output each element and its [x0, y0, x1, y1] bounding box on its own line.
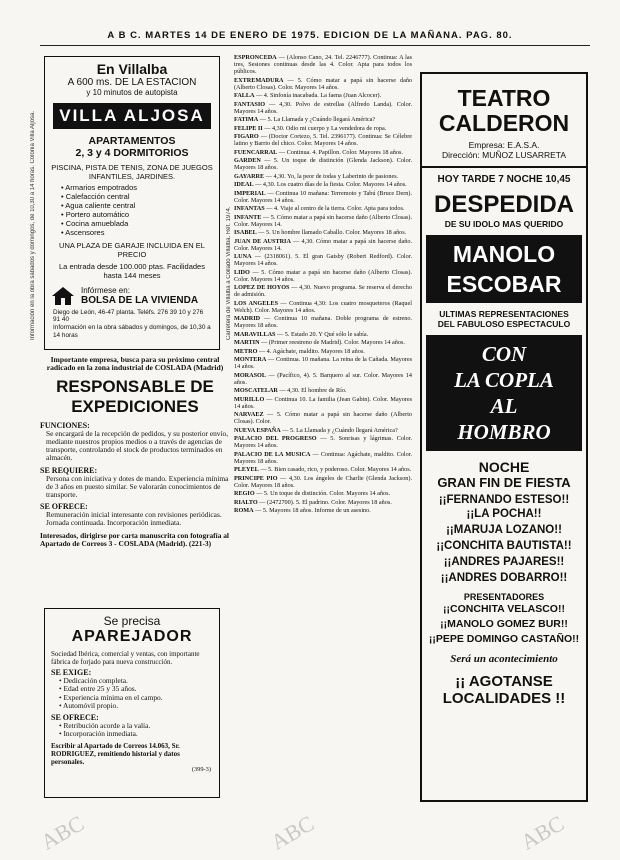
teatro-star-first: MANOLO [426, 235, 582, 269]
teatro-time: HOY TARDE 7 NOCHE 10,45 [437, 173, 571, 185]
cinema-name: MARAVILLAS [234, 330, 276, 338]
exige-item: • Experiencia mínima en el campo. [59, 694, 219, 702]
cinema-details: (2318061). 5. El gran Gatsby (Robert Redford). Color. Mayores 14 años. [234, 253, 412, 267]
cinema-name: LUNA [234, 253, 252, 260]
cinema-listing: FUENCARRAL — Continua. 4. Papillon. Color. Mayores 18 años. [234, 148, 403, 156]
cinema-listing: MARTIN — (Primer reestreno de Madrid). Color. Mayores 14 años. [234, 339, 405, 346]
cinema-details: (2472700). 5. El padrino. Color. Mayores 18 años. [267, 498, 392, 506]
aparejador-title: APAREJADOR [71, 628, 193, 645]
guest-name: ¡¡ANDRES DOBARRO!! [440, 571, 568, 584]
villalba-features [61, 183, 219, 237]
cinema-listing: FALLA — 4. Sinfonía inacabada. La faena (Juan Alcocer). [234, 92, 382, 99]
cinema-name: MURILLO [234, 395, 265, 403]
cinema-listing: FIGARO — (Doctor Cortezo, 5. Tel. 2396177). Continua: Se Célebre latino y Barrio del chico. Color. Mayores 14 años. [234, 133, 412, 147]
cinema-listings [234, 54, 412, 844]
guest-name: ¡¡LA POCHA!! [466, 507, 542, 520]
teatro-name-line2: CALDERON [438, 110, 570, 136]
teatro-noche: NOCHE [478, 458, 530, 475]
aparejador-contact: Escribir al Apartado de Correos 14.063, Sr. RODRIGUEZ, remitiendo historial y datos personales. [51, 742, 180, 767]
cinema-details: 4. Sinfonía inacabada. La faena (Juan Alcocer). [263, 92, 382, 99]
responsable-funciones: Se encargará de la recepción de pedidos, y su posterior envío, mediante nuestros propios medios o a través de agencias de transporte, controlando el stock de productos terminados en almacén. [46, 428, 229, 463]
responsable-title: RESPONSABLE DE EXPEDICIONES [56, 376, 214, 416]
cinema-listing: IDEAL — 4,30. Los cuatro días de la fiesta. Color. Mayores 14 años. [234, 181, 407, 188]
teatro-divider [422, 166, 586, 168]
feature-item: • Portero automático [61, 210, 219, 219]
villalba-hours: Información en la obra sábados y domingos, de 10,30 a 14 horas [53, 324, 211, 339]
teatro-show-title [426, 335, 582, 451]
cinema-name: FUENCARRAL [234, 148, 278, 156]
cinema-name: PLEYEL [234, 466, 259, 473]
cinema-name: INFANTE [234, 213, 262, 221]
cinema-name: IMPERIAL [234, 189, 266, 197]
teatro-calderon-ad [420, 72, 588, 802]
exige-item: • Dedicación completa. [59, 677, 219, 685]
cinema-name: JUAN DE AUSTRIA [234, 237, 291, 245]
cinema-details: 5. Cómo matar a papá sin hacerse daño (Alberto Closas). Color. Mayores 14 años. [234, 76, 412, 91]
exige-item: • Automóvil propio. [59, 702, 219, 710]
responsable-requiere-heading: SE REQUIERE: [40, 465, 98, 475]
cinema-details: 4,30. Nuevo programa. Se reserva el derecho de admisión. [234, 284, 412, 298]
cinema-details: (Doctor Cortezo, 5. Tel. 2396177). Continua: Se Célebre latino y Barrio del chico. Color. Mayores 14 años. [234, 133, 412, 147]
responsable-requiere: Persona con iniciativa y dotes de mando. Experiencia mínima de 3 años en puesto similar. Se valorarán conocimientos de transporte. [46, 473, 229, 500]
cinema-name: LIDO [234, 268, 250, 276]
cinema-listing: FELIPE II — 4,30. Odio mi cuerpo y La vendedora de ropa. [234, 124, 387, 132]
teatro-localidades: LOCALIDADES !! [442, 689, 566, 707]
teatro-guests [422, 506, 586, 586]
cinema-name: FATIMA [234, 116, 259, 123]
teatro-star-last: ESCOBAR [426, 269, 582, 303]
cinema-name: EXTREMADURA [234, 76, 284, 84]
cinema-listing: INFANTE — 5. Cómo matar a papá sin hacerse daño (Alberto Closas). Color. Mayores 14. [234, 213, 412, 228]
cinema-details: 4,30. Cómo matar a papá sin hacerse daño. Color. Mayores 14. [234, 237, 412, 252]
cinema-details: Continua 10 mañana: Terremoto y Tabú (Bruce Dern). Color. Mayores 14 años. [234, 189, 412, 204]
feature-item: • Armarios empotrados [61, 183, 219, 192]
responsable-funciones-heading: FUNCIONES: [40, 420, 90, 430]
villalba-informes: Infórmese en: [81, 286, 130, 295]
cinema-details: 5. La Llamada y ¿Cuándo llegará América? [289, 426, 398, 434]
cinema-details: Continua. 10 mañana. La reina de la Cañada. Mayores 14 años. [234, 356, 412, 370]
cinema-name: MONTERA [234, 356, 267, 363]
cinema-listing: MOSCATELAR — 4,30. El hombre de Río. [234, 387, 347, 394]
cinema-listing: MURILLO — Continua 10. La familia (Jean Gabin). Color. Mayores 14 años. [234, 395, 412, 410]
cinema-listing: MORASOL — (Pacífico, 4). 5. Barquero al sur. Color. Mayores 14 años. [234, 371, 412, 386]
cinema-name: FALLA [234, 92, 255, 99]
villalba-apartments: APARTAMENTOS [88, 135, 176, 147]
teatro-presentadores-heading: PRESENTADORES [463, 591, 545, 602]
cinema-listing: GAYARRE — 4,30. Yo, la peor de todas y Laberinto de pasiones. [234, 172, 399, 180]
cinema-listing: FATIMA — 5. La Llamada y ¿Cuándo llegará América? [234, 116, 376, 123]
cinema-name: FELIPE II [234, 124, 263, 132]
cinema-details: 5. Cómo matar a papá sin hacerse daño (Alberto Closas). Color. Mayores 14. [234, 213, 412, 228]
cinema-name: MADRID [234, 315, 261, 322]
responsable-ofrece-heading: SE OFRECE: [40, 502, 88, 512]
cinema-listing: GARDEN — 5. Un toque de distinción (Glenda Jackson). Color. Mayores 18 años. [234, 157, 412, 171]
aparejador-lead: Se precisa [103, 614, 161, 628]
cinema-name: GARDEN [234, 157, 261, 164]
villalba-parking: UNA PLAZA DE GARAJE INCLUIDA EN EL PRECIO [59, 241, 205, 259]
cinema-name: LOPEZ DE HOYOS [234, 284, 290, 291]
cinema-name: MOSCATELAR [234, 387, 278, 394]
house-logo-icon [51, 286, 75, 306]
villalba-entry: La entrada desde 100.000 ptas. Facilidades hasta 144 meses [59, 262, 205, 280]
cinema-details: (Alonso Cano, 24. Tel. 2246777). Continua: A las tres, Sesiones continuas desde las 4. Color. Apta para todos los públicos. [234, 54, 412, 75]
cinema-details: Continua 10. La familia (Jean Gabin). Color. Mayores 14 años. [234, 395, 412, 410]
show-line: CON [481, 341, 527, 366]
cinema-details: 5. Estado 20. Y Qué sólo le sabía. [284, 330, 369, 338]
cinema-details: 4,30. El hombre de Río. [287, 387, 347, 394]
cinema-listing: PALACIO DE LA MUSICA — Continua: Agáchate, maldito. Color. Mayores 18 años. [234, 450, 412, 465]
villalba-minutes: y 10 minutos de autopista [86, 88, 178, 97]
watermark-text: ABC [516, 810, 569, 855]
cinema-details: (Primer reestreno de Madrid). Color. Mayores 14 años. [268, 339, 405, 346]
cinema-listing: PALACIO DEL PROGRESO — 5. Sonrisas y lágrimas. Color. Mayores 14 años. [234, 435, 412, 449]
cinema-name: IDEAL [234, 181, 254, 188]
cinema-listing: ESPRONCEDA — (Alonso Cano, 24. Tel. 2246777). Continua: A las tres, Sesiones continuas desde las 4. Color. Apta para todos los públicos. [234, 54, 412, 75]
cinema-listing: MADRID — Continua 10 mañana. Doble programa de estreno. Mayores 18 años. [234, 315, 412, 329]
show-line: LA COPLA [454, 367, 554, 392]
presenter-name: ¡¡MANOLO GOMEZ BUR!! [440, 617, 568, 630]
cinema-listing: MONTERA — Continua. 10 mañana. La reina de la Cañada. Mayores 14 años. [234, 356, 412, 370]
cinema-listing: NUEVA ESPAÑA — 5. La Llamada y ¿Cuándo llegará América? [234, 426, 398, 434]
page-header: A B C. MARTES 14 DE ENERO DE 1975. EDICION DE LA MAÑANA. PAG. 80. [107, 30, 513, 41]
cinema-details: 4,30. Polvo de estrellas (Alfredo Landa). Color. Mayores 14 años. [234, 100, 412, 115]
cinema-details: 5. Cómo matar a papá sin hacerse daño (Alberto Closas). Color. Mayores 14 años. [234, 268, 412, 283]
aparejador-ofrece-heading: SE OFRECE: [51, 712, 99, 722]
cinema-details: 5. Un toque de distinción. Color. Mayores 14 años. [263, 490, 391, 497]
cinema-name: REGIO [234, 490, 255, 497]
cinema-name: ROMA [234, 507, 254, 514]
cinema-details: 4. Agáchate, maldito. Mayores 18 años. [266, 347, 365, 355]
villalba-distance: A 600 ms. DE LA ESTACION [67, 77, 197, 88]
cinema-listing: RIALTO — (2472700). 5. El padrino. Color. Mayores 18 años. [234, 498, 392, 506]
cinema-name: LOS ANGELES [234, 299, 279, 307]
teatro-direccion: Dirección: MUÑOZ LUSARRETA [441, 150, 567, 160]
teatro-presentadores [422, 602, 586, 647]
cinema-name: METRO [234, 347, 258, 355]
aparejador-desc: Sociedad Ibérica, comercial y ventas, con importante fábrica de forjado para nueva construcción. [51, 650, 200, 666]
cinema-details: 5. La Llamada y ¿Cuándo llegará América? [267, 116, 376, 123]
feature-item: • Ascensores [61, 228, 219, 237]
watermark-text: ABC [266, 810, 319, 855]
cinema-name: FANTASIO [234, 100, 266, 108]
teatro-name-line1: TEATRO [457, 85, 551, 111]
cinema-name: ISABEL [234, 229, 257, 236]
teatro-empresa: Empresa: E.A.S.A. [468, 140, 540, 150]
cinema-listing: LUNA — (2318061). 5. El gran Gatsby (Robert Redford). Color. Mayores 14 años. [234, 253, 412, 267]
feature-item: • Agua caliente central [61, 201, 219, 210]
teatro-ultimas: ULTIMAS REPRESENTACIONES [439, 308, 569, 319]
villalba-ad [44, 56, 220, 350]
villalba-brand: VILLA ALJOSA [53, 103, 211, 129]
cinema-name: PALACIO DEL PROGRESO [234, 435, 317, 442]
teatro-headliner: ¡¡FERNANDO ESTESO!! [438, 493, 570, 506]
cinema-name: PALACIO DE LA MUSICA [234, 450, 311, 458]
feature-item: • Cocina amueblada [61, 219, 219, 228]
presenter-name: ¡¡CONCHITA VELASCO!! [443, 602, 565, 615]
show-line: AL [490, 393, 518, 418]
cinema-details: 5. Un hombre llamado Caballo. Color. Mayores 18 años. [265, 229, 407, 236]
responsable-ad [40, 356, 230, 604]
cinema-listing: ISABEL — 5. Un hombre llamado Caballo. Color. Mayores 18 años. [234, 229, 407, 236]
cinema-details: 4. Viaje al centro de la tierra. Color. Apta para todos. [274, 205, 405, 212]
cinema-details: Continua. 4. Papillon. Color. Mayores 18 años. [286, 148, 403, 156]
cinema-listing: IMPERIAL — Continua 10 mañana: Terremoto y Tabú (Bruce Dern). Color. Mayores 14 años. [234, 189, 412, 204]
cinema-details: 4,30. Odio mi cuerpo y La vendedora de ropa. [272, 124, 387, 132]
cinema-listing: NARVAEZ — 5. Cómo matar a papá sin hacerse daño (Alberto Closas). Color. [234, 411, 412, 425]
cinema-listing: MARAVILLAS — 5. Estado 20. Y Qué sólo le sabía. [234, 330, 369, 338]
cinema-listing: REGIO — 5. Un toque de distinción. Color. Mayores 14 años. [234, 490, 391, 497]
aparejador-ad [44, 608, 220, 798]
responsable-ofrece: Remuneración inicial interesante con revisiones periódicas. Jornada continuada. Incorporación inmediata. [46, 510, 222, 528]
exige-item: • Edad entre 25 y 35 años. [59, 685, 219, 693]
villalba-side-note: Información en la obra sábados y domingos, de 10,30 a 14 horas. Colonia Villa Aljosa. [30, 110, 36, 340]
cinema-name: INFANTAS [234, 205, 265, 212]
cinema-listing: LOS ANGELES — Continua 4,30: Los cuatro mosqueteros (Raquel Welch). Color. Mayores 14 años. [234, 299, 412, 314]
teatro-fin-fiesta: GRAN FIN DE FIESTA [437, 474, 571, 490]
aparejador-ofrece-list [59, 722, 219, 739]
header-rule [40, 45, 590, 46]
responsable-contact: Interesados, dirigirse por carta manuscrita con fotografía al Apartado de Correos 3 - COSLADA (Madrid). (221-3) [40, 530, 229, 548]
cinema-listing: LIDO — 5. Cómo matar a papá sin hacerse daño (Alberto Closas). Color. Mayores 14 años. [234, 268, 412, 283]
villalba-side-note-2: Carretera de Villalba a Collado Villalba. Ref. 1974. [226, 206, 232, 340]
cinema-name: PRINCIPE PIO [234, 474, 278, 482]
ofrece-item: • Retribución acorde a la valía. [59, 722, 219, 730]
teatro-agotanse: ¡¡ AGOTANSE [455, 672, 553, 690]
cinema-details: Continua 10 mañana. Doble programa de estreno. Mayores 18 años. [234, 315, 412, 329]
cinema-listing: PRINCIPE PIO — 4,30. Los ángeles de Charlie (Glenda Jackson). Color. Mayores 18 años. [234, 474, 412, 489]
cinema-listing: LOPEZ DE HOYOS — 4,30. Nuevo programa. Se reserva el derecho de admisión. [234, 284, 412, 298]
cinema-listing: METRO — 4. Agáchate, maldito. Mayores 18 años. [234, 347, 365, 355]
cinema-listing: PLEYEL — 5. Bien casado, rico, y poderoso. Color. Mayores 14 años. [234, 466, 412, 473]
cinema-listing: FANTASIO — 4,30. Polvo de estrellas (Alfredo Landa). Color. Mayores 14 años. [234, 100, 412, 115]
cinema-details: 4,30. Los cuatro días de la fiesta. Color. Mayores 14 años. [262, 181, 407, 188]
presenter-name: ¡¡PEPE DOMINGO CASTAÑO!! [428, 632, 580, 645]
teatro-fabuloso: DEL FABULOSO ESPECTACULO [437, 318, 571, 329]
watermark-text: ABC [36, 810, 89, 855]
cinema-name: RIALTO [234, 498, 258, 506]
cinema-name: MARTIN [234, 339, 260, 346]
cinema-listing: INFANTAS — 4. Viaje al centro de la tierra. Color. Apta para todos. [234, 205, 405, 212]
aparejador-exige-list [59, 677, 219, 711]
teatro-acontecimiento: Será un acontecimiento [450, 652, 558, 665]
teatro-idolo: DE SU IDOLO MAS QUERIDO [444, 218, 564, 229]
cinema-details: 5. Bien casado, rico, y poderoso. Color. Mayores 14 años. [268, 466, 412, 473]
cinema-details: 5. Mayores 18 años. Informe de un asesino. [262, 507, 371, 514]
cinema-details: 5. Sonrisas y lágrimas. Color. Mayores 14 años. [234, 435, 412, 449]
ofrece-item: • Incorporación inmediata. [59, 730, 219, 738]
guest-name: ¡¡ANDRES PAJARES!! [443, 555, 565, 568]
cinema-listing: EXTREMADURA — 5. Cómo matar a papá sin hacerse daño (Alberto Closas). Color. Mayores 14 años. [234, 76, 412, 91]
cinema-details: 5. Cómo matar a papá sin hacerse daño (Alberto Closas). Color. [234, 411, 412, 425]
cinema-name: NUEVA ESPAÑA [234, 426, 281, 434]
cinema-details: (Pacífico, 4). 5. Barquero al sur. Color. Mayores 14 años. [234, 371, 412, 386]
villalba-amenities: PISCINA, PISTA DE TENIS, ZONA DE JUEGOS INFANTILES, JARDINES. [51, 163, 213, 181]
aparejador-ref: (399-3) [191, 766, 211, 774]
show-line: HOMBRO [457, 419, 551, 444]
cinema-listing: ROMA — 5. Mayores 18 años. Informe de un asesino. [234, 507, 371, 514]
cinema-name: ESPRONCEDA [234, 54, 277, 61]
teatro-despedida: DESPEDIDA [433, 190, 575, 218]
cinema-name: GAYARRE [234, 172, 265, 180]
cinema-name: NARVAEZ [234, 411, 264, 418]
guest-name: ¡¡CONCHITA BAUTISTA!! [436, 539, 572, 552]
cinema-details: 5. Un toque de distinción (Glenda Jackson). Color. Mayores 18 años. [234, 157, 412, 171]
responsable-intro: Importante empresa, busca para su próximo central radicado en la zona industrial de COSLADA (Madrid) [46, 355, 224, 373]
villalba-address: Diego de León, 46-47 planta. Teléfs. 276 39 10 y 276 91 40 [53, 309, 204, 324]
cinema-details: Continua: Agáchate, maldito. Color. Mayores 18 años. [234, 450, 412, 465]
cinema-details: 4,30. Los ángeles de Charlie (Glenda Jackson). Color. Mayores 18 años. [234, 474, 412, 489]
villalba-agency: BOLSA DE LA VIVIENDA [81, 295, 199, 306]
villalba-rooms: 2, 3 y 4 DORMITORIOS [75, 147, 189, 159]
cinema-details: 4,30. Yo, la peor de todas y Laberinto de pasiones. [273, 172, 399, 180]
feature-item: • Calefacción central [61, 192, 219, 201]
villalba-headline: En Villalba [96, 61, 168, 77]
aparejador-exige-heading: SE EXIGE: [51, 668, 92, 677]
guest-name: ¡¡MARUJA LOZANO!! [446, 523, 562, 536]
cinema-listing: JUAN DE AUSTRIA — 4,30. Cómo matar a papá sin hacerse daño. Color. Mayores 14. [234, 237, 412, 252]
cinema-details: Continua 4,30: Los cuatro mosqueteros (Raquel Welch). Color. Mayores 14 años. [234, 299, 412, 314]
cinema-name: MORASOL [234, 371, 266, 379]
cinema-name: FIGARO [234, 133, 259, 140]
